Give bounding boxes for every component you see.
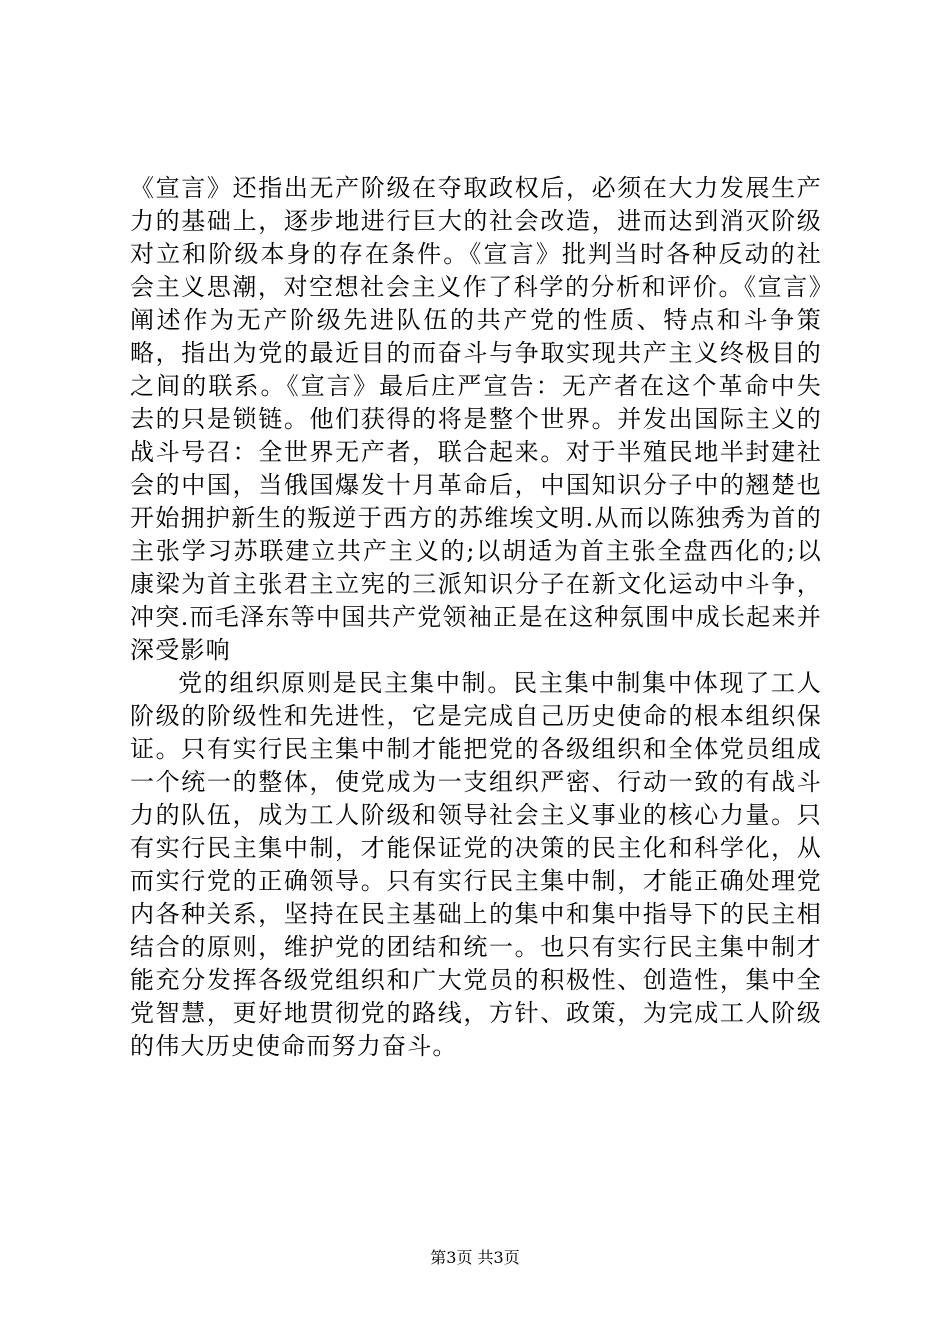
document-body (130, 172, 822, 1063)
paragraph-manifesto: 《宣言》还指出无产阶级在夺取政权后，必须在大力发展生产力的基础上，逐步地进行巨大的社会改造，进而达到消灭阶级对立和阶级本身的存在条件。《宣言》批判当时各种反动的社会主义思潮，对空想社会主义作了科学的分析和评价。《宣言》阐述作为无产阶级先进队伍的共产党的性质、特点和斗争策略，指出为党的最近目的而奋斗与争取实现共产主义终极目的之间的联系。《宣言》最后庄严宣告：无产者在这个革命中失去的只是锁链。他们获得的将是整个世界。并发出国际主义的战斗号召：全世界无产者，联合起来。对于半殖民地半封建社会的中国，当俄国爆发十月革命后，中国知识分子中的翘楚也开始拥护新生的叛逆于西方的苏维埃文明.从而以陈独秀为首的主张学习苏联建立共产主义的;以胡适为首主张全盘西化的;以康梁为首主张君主立宪的三派知识分子在新文化运动中斗争，冲突.而毛泽东等中国共产党领袖正是在这种氛围中成长起来并深受影响 (130, 174, 822, 664)
page-number-footer: 第3页 共3页 (430, 1248, 520, 1267)
paragraph-democratic-centralism: 党的组织原则是民主集中制。民主集中制集中体现了工人阶级的阶级性和先进性，它是完成自己历史使命的根本组织保证。只有实行民主集中制才能把党的各级组织和全体党员组成一个统一的整体，使党成为一支组织严密、行动一致的有战斗力的队伍，成为工人阶级和领导社会主义事业的核心力量。只有实行民主集中制，才能保证党的决策的民主化和科学化，从而实行党的正确领导。只有实行民主集中制，才能正确处理党内各种关系，坚持在民主基础上的集中和集中指导下的民主相结合的原则，维护党的团结和统一。也只有实行民主集中制才能充分发挥各级党组织和广大党员的积极性、创造性，集中全党智慧，更好地贯彻党的路线，方针、政策，为完成工人阶级的伟大历史使命而努力奋斗。 (130, 669, 822, 1060)
